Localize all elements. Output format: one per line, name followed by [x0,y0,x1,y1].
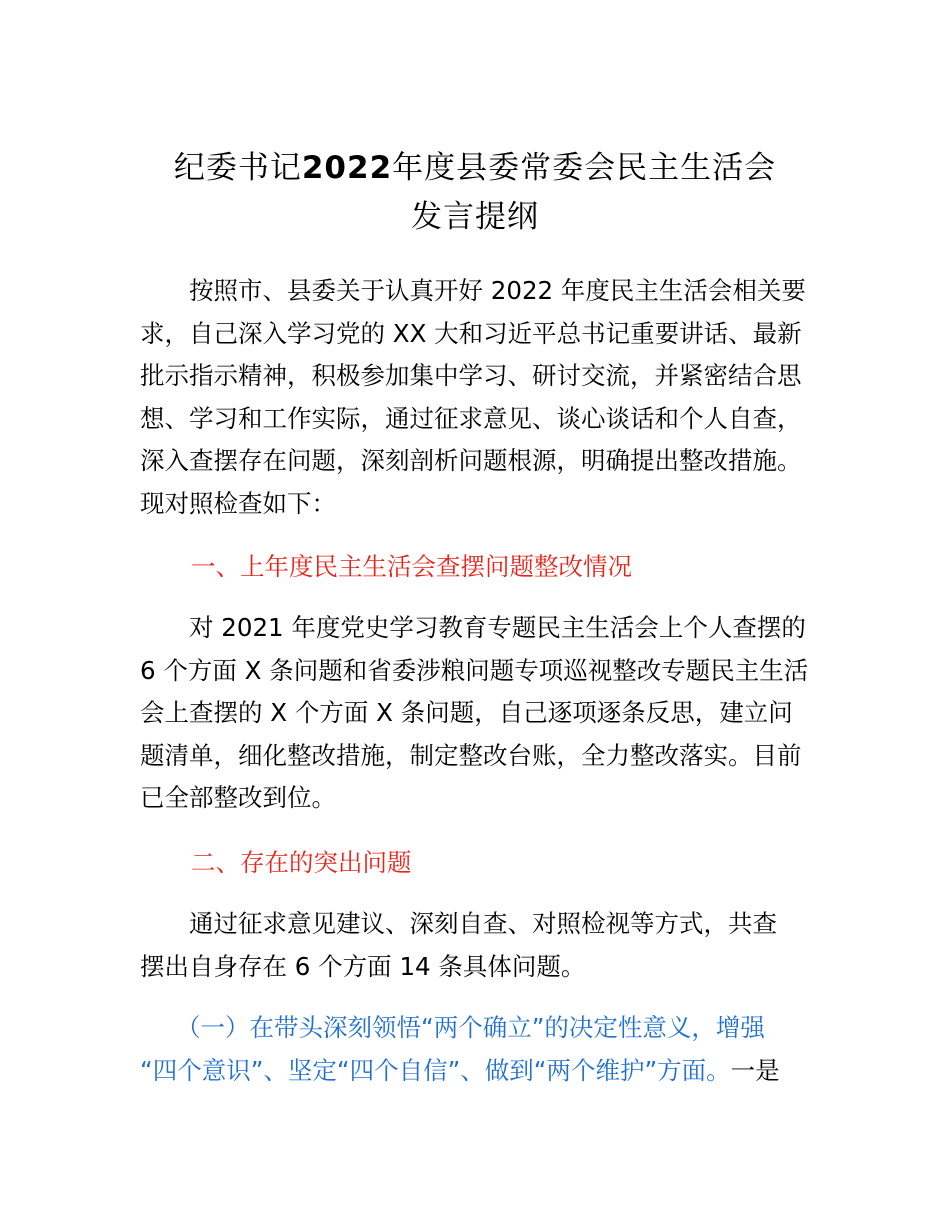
title-year: 2022 [301,150,393,186]
section-2-line: 摆出自身存在 6 个方面 14 条具体问题。 [140,951,586,981]
intro-line: 深入查摆存在问题，深刻剖析问题根源，明确提出整改措施。 [140,446,802,476]
subsection-1-line-2 [140,1050,820,1093]
title-suffix: 年度县委常委会民主生活会 [392,150,777,186]
intro-line: 求，自己深入学习党的 XX 大和习近平总书记重要讲话、最新 [140,318,802,348]
section-2-heading: 二、存在的突出问题 [191,848,412,877]
section-2-line: 通过征求意见建议、深刻自查、对照检视等方式，共查 [140,909,777,938]
section-1-line: 6 个方面 X 条问题和省委涉粮问题专项巡视整改专题民主生活 [140,655,809,685]
section-1-heading: 一、上年度民主生活会查摆问题整改情况 [191,552,632,581]
subsection-1-heading: （一）在带头深刻领悟“两个确立”的决定性意义，增强 [176,1013,765,1042]
section-1-line: 会上查摆的 X 个方面 X 条问题，自己逐项逐条反思，建立问 [140,698,793,728]
intro-line: 批示指示精神，积极参加集中学习、研讨交流，并紧密结合思 [140,361,802,391]
document-title-line-2: 发言提纲 [411,199,539,235]
subsection-1-paragraph [140,1007,820,1092]
section-1-paragraph [140,607,820,820]
intro-line: 按照市、县委关于认真开好 2022 年度民主生活会相关要 [140,276,806,305]
intro-paragraph [140,270,820,526]
subsection-1-heading-continued: “四个意识”、坚定“四个自信”、做到“两个维护”方面。 [140,1055,731,1085]
section-1-line: 题清单，细化整改措施，制定整改台账，全力整改落实。目前 [140,740,802,770]
intro-line: 想、学习和工作实际，通过征求意见、谈心谈话和个人自查， [140,403,802,433]
subsection-1-body-start: 一是 [730,1055,780,1085]
section-2-paragraph [140,903,820,988]
document-title-line-1 [140,147,810,189]
intro-line: 现对照检查如下： [140,488,336,518]
section-1-line: 对 2021 年度党史学习教育专题民主生活会上个人查摆的 [140,613,806,642]
section-1-line: 已全部整改到位。 [140,783,336,813]
title-prefix: 纪委书记 [173,150,302,186]
